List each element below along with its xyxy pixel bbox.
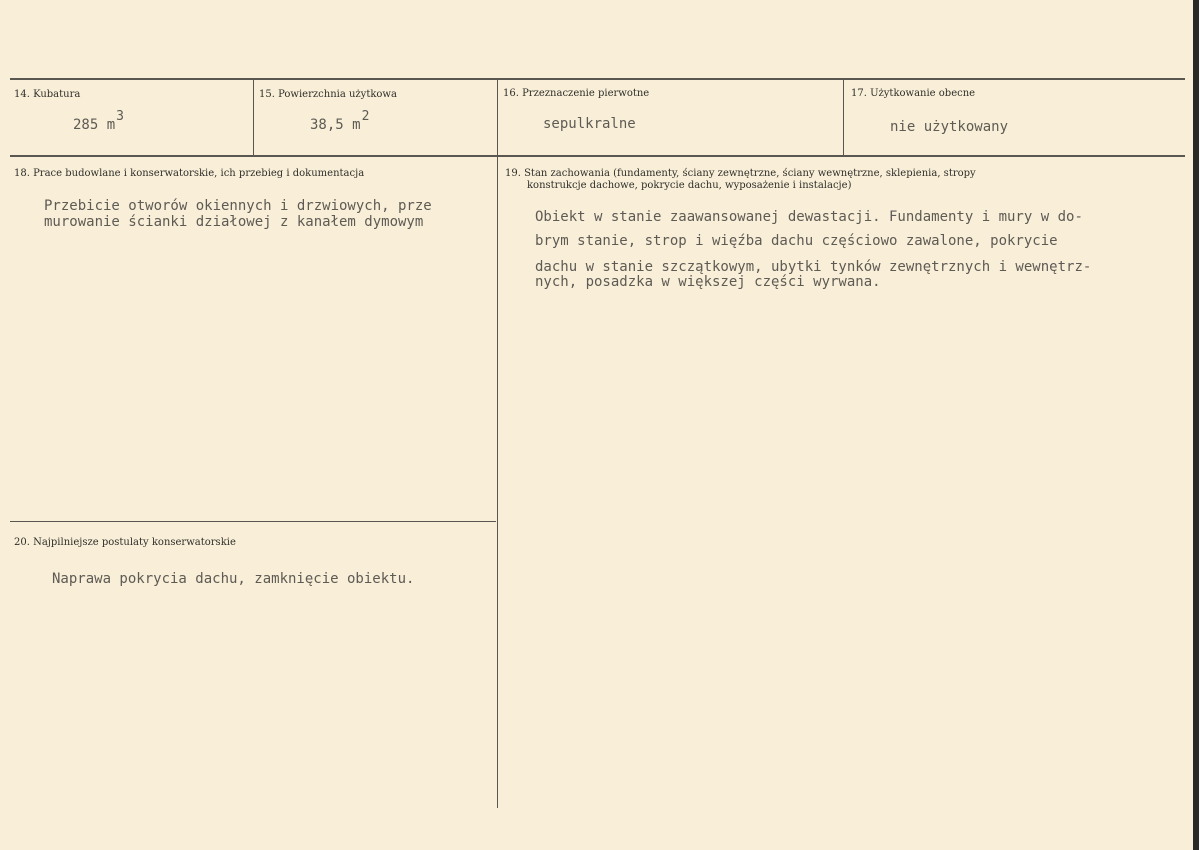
field-16-value: sepulkralne [543, 116, 636, 132]
divider-16-17 [843, 79, 844, 156]
field-19-line-3: dachu w stanie szczątkowym, ubytki tynków zewnętrznych i wewnętrz- [535, 259, 1092, 275]
field-19-line-2: brym stanie, strop i więźba dachu częściowo zawalone, pokrycie [535, 233, 1058, 249]
field-20-label: 20. Najpilniejsze postulaty konserwatorskie [14, 537, 236, 548]
field-14-value [73, 109, 124, 137]
divider-15-16 [497, 79, 498, 156]
page-edge [1193, 0, 1199, 850]
divider-left-right [497, 156, 498, 808]
field-18-line-1: Przebicie otworów okiennych i drzwiowych, prze [44, 198, 432, 214]
top-rule [10, 78, 1185, 80]
field-18-label: 18. Prace budowlane i konserwatorskie, ich przebieg i dokumentacja [14, 168, 365, 179]
field-15-label: 15. Powierzchnia użytkowa [259, 89, 397, 100]
field-20-value: Naprawa pokrycia dachu, zamknięcie obiektu. [52, 571, 415, 587]
field-17-label: 17. Użytkowanie obecne [851, 88, 976, 99]
field-18-line-2: murowanie ścianki działowej z kanałem dymowym [44, 214, 424, 230]
field-17-value: nie użytkowany [890, 119, 1009, 135]
field-16-label: 16. Przeznaczenie pierwotne [503, 88, 650, 99]
field-19-label-line-1: 19. Stan zachowania (fundamenty, ściany zewnętrzne, ściany wewnętrzne, sklepienia, stropy [505, 168, 976, 179]
field-15-exponent: 2 [361, 109, 370, 124]
row1-bottom-rule [10, 155, 1185, 157]
field-19-line-4: nych, posadzka w większej części wyrwana. [535, 274, 881, 290]
field-19-label-line-2: konstrukcje dachowe, pokrycie dachu, wyposażenie i instalacje) [527, 180, 852, 191]
divider-14-15 [253, 79, 254, 156]
field-15-value-text: 38,5 m [310, 117, 361, 133]
field-14-label: 14. Kubatura [14, 89, 81, 100]
field-15-value [310, 109, 370, 137]
field-14-value-text: 285 m [73, 117, 116, 133]
field-14-exponent: 3 [116, 109, 124, 124]
field-19-line-1: Obiekt w stanie zaawansowanej dewastacji. Fundamenty i mury w do- [535, 209, 1083, 225]
field20-top-rule [10, 521, 496, 522]
